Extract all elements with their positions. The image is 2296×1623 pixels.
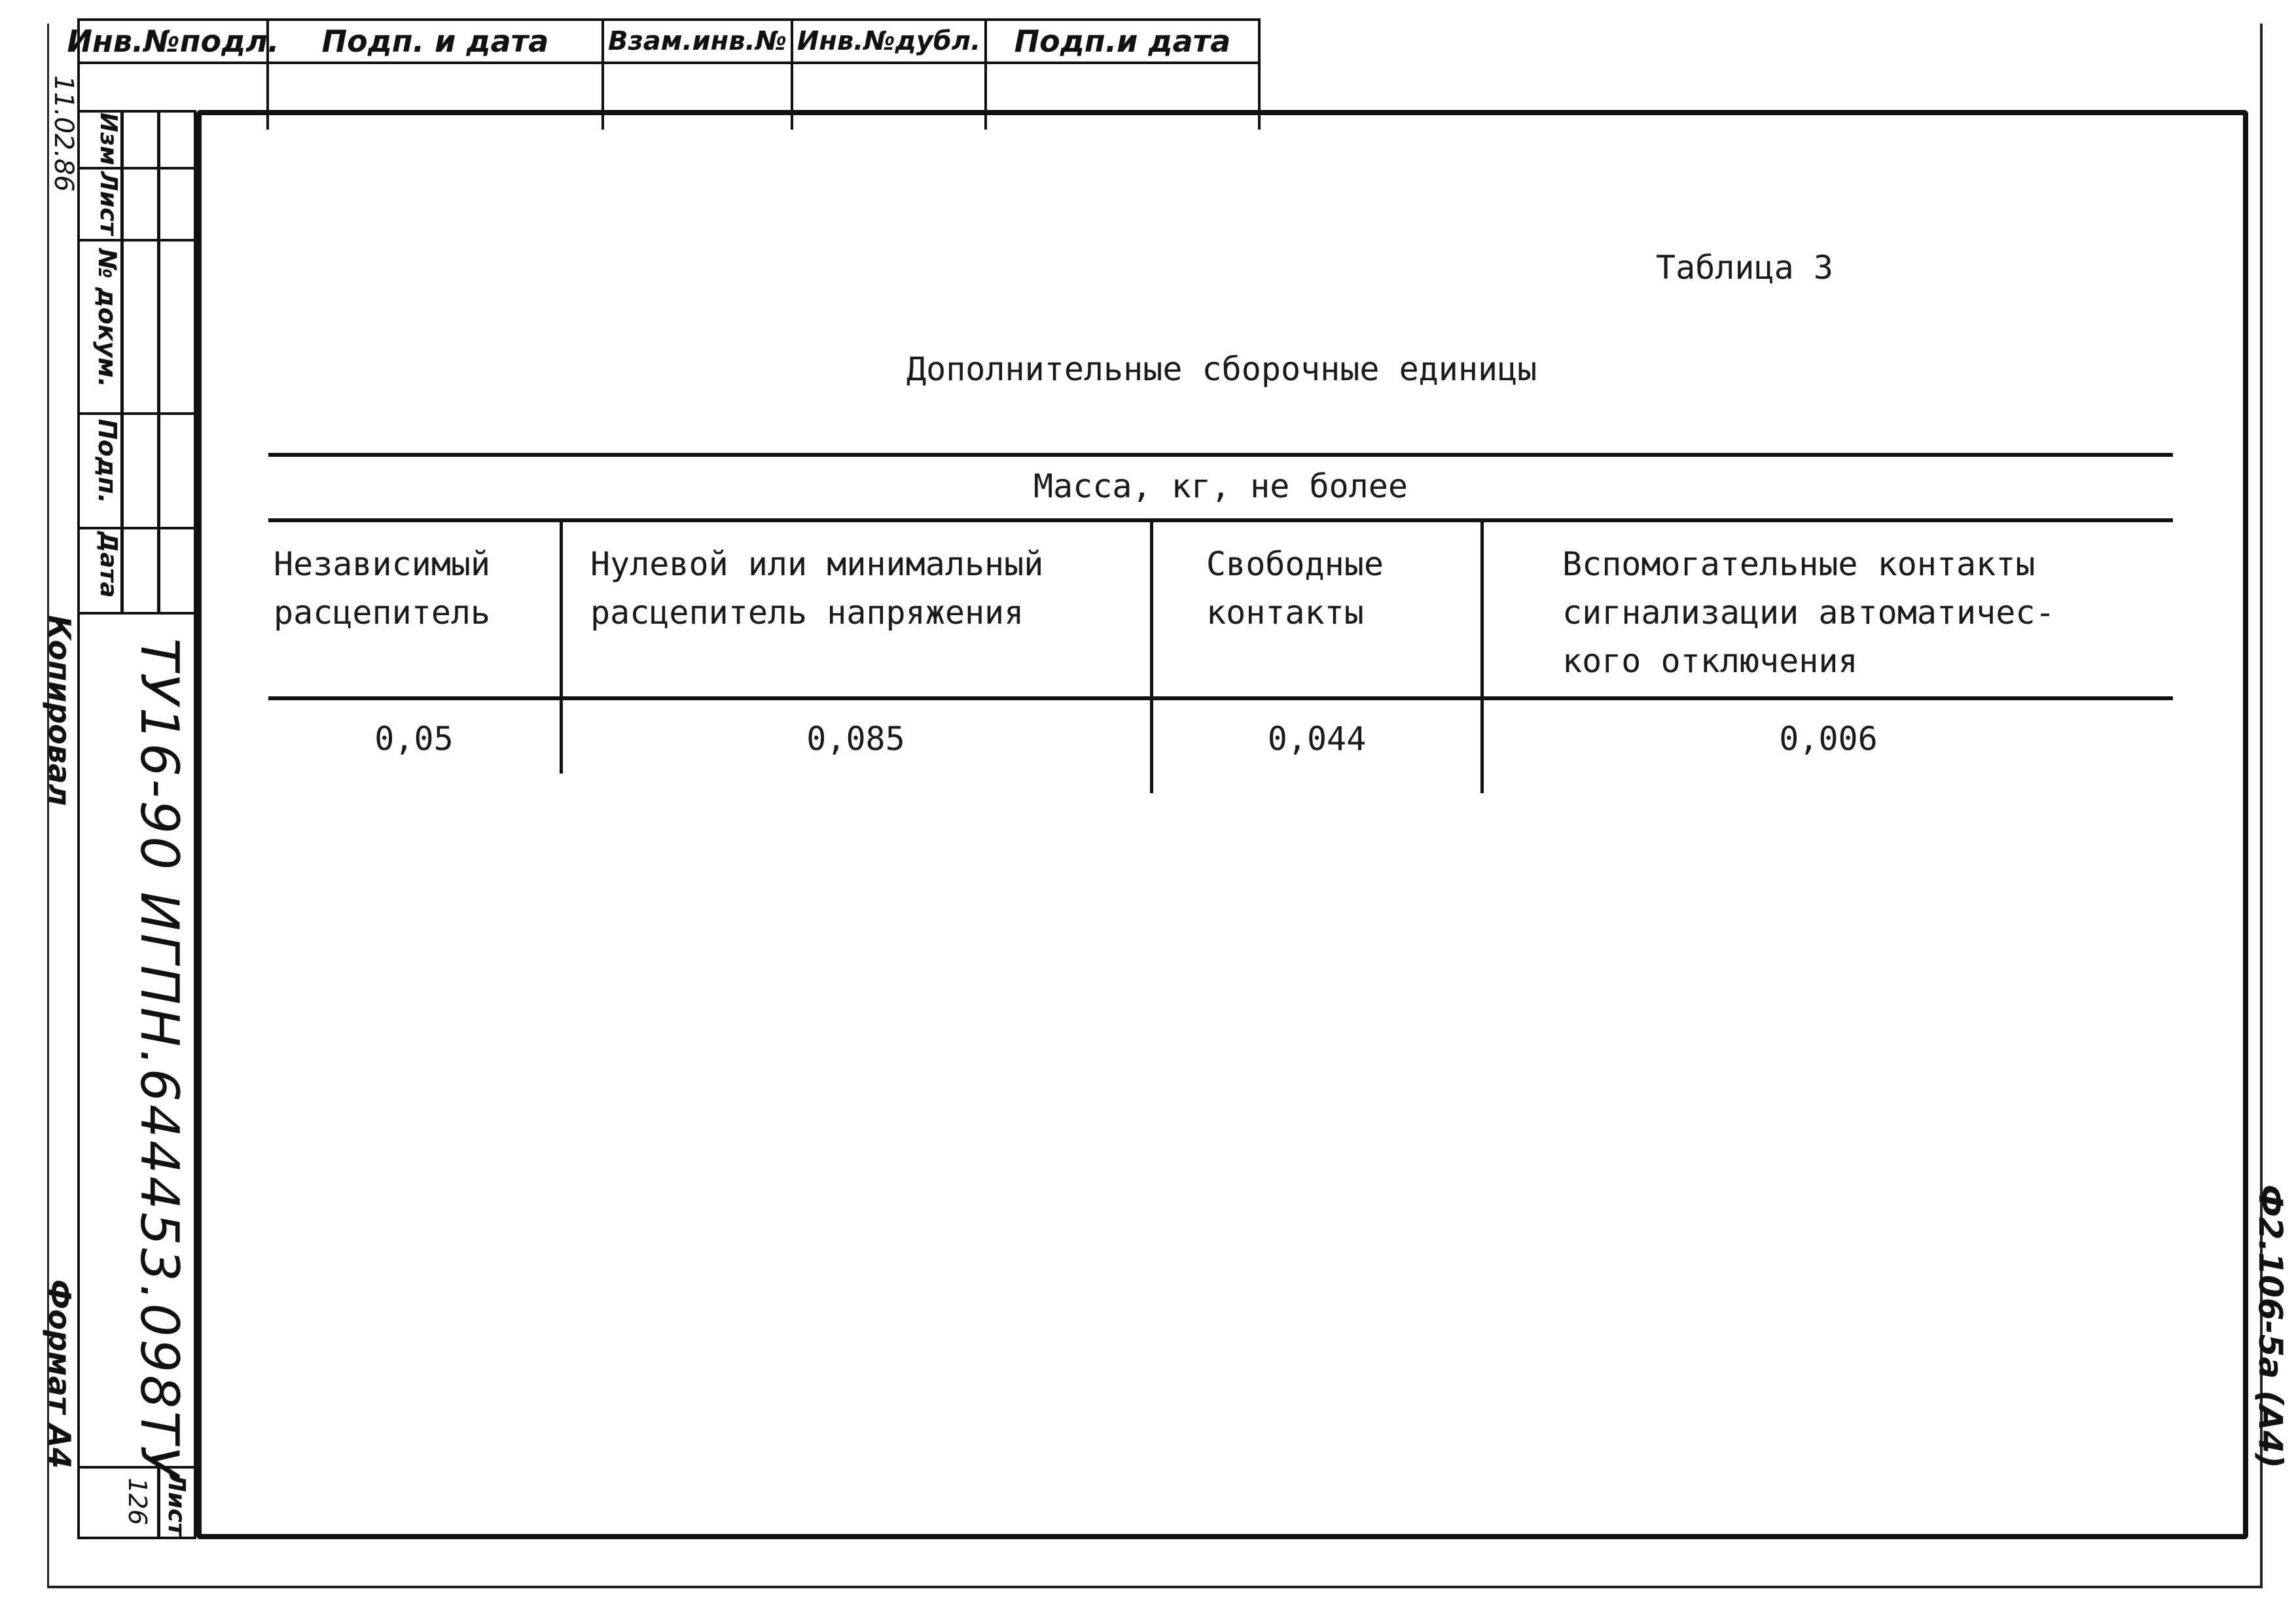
main-frame	[196, 110, 2248, 1539]
strip-data	[95, 531, 122, 598]
table-cell-value-text: 0,006	[1779, 720, 1878, 758]
table-cell-value	[268, 720, 560, 758]
strip-list	[95, 171, 122, 235]
stamp-podp-data-1-label: Подп. и дата	[321, 24, 549, 59]
col-header-3-line: контакты	[1206, 594, 1364, 632]
strip-row-line	[77, 527, 196, 529]
strip-podp-label: Подп.	[93, 419, 122, 504]
stamp-inv-podl	[67, 18, 279, 64]
col-header-1-line: расцепитель	[274, 594, 491, 632]
stamp-inv-dubl	[791, 18, 987, 64]
stamp-podp-data-2-label: Подп.и дата	[1014, 24, 1231, 59]
strip-divider	[157, 110, 160, 614]
col-header-3	[1206, 540, 1468, 637]
table-label	[1656, 249, 1833, 287]
list-number	[123, 1478, 152, 1525]
stamp-inv-dubl-label: Инв.№дубл.	[797, 26, 981, 56]
table-top-rule	[268, 453, 2173, 457]
doc-number	[129, 638, 190, 1480]
table-cell-value	[563, 720, 1149, 758]
col-header-4	[1562, 540, 2164, 685]
strip-row-line	[77, 612, 196, 615]
col-header-4-line: кого отключения	[1562, 642, 1858, 680]
col-header-4-line: Вспомогательные контакты	[1562, 545, 2036, 583]
strip-izm-label: Изм	[95, 113, 122, 166]
strip-data-label: Дата	[95, 531, 122, 598]
table-cell-value-text: 0,044	[1267, 720, 1367, 758]
col-header-2	[590, 540, 1140, 637]
col-header-1	[274, 540, 555, 637]
table-group-rule	[268, 518, 2173, 522]
strip-list-label: Лист	[95, 171, 122, 236]
form-code-text: Ф2.106-5а (А4)	[2251, 1185, 2289, 1469]
table-header-rule	[268, 696, 2173, 700]
table-cell-value-text: 0,085	[806, 720, 905, 758]
list-label-text: Лист	[163, 1472, 190, 1537]
stamp-vzam-inv	[601, 18, 793, 64]
top-stamp	[67, 18, 1231, 110]
kopiroval-text: Копировал	[42, 615, 77, 806]
doc-number-label: ТУ16-90 ИГПН.644453.098ТУ	[129, 638, 190, 1480]
strip-row-line	[77, 239, 196, 241]
col-header-3-line: Свободные	[1206, 545, 1384, 583]
date-note	[48, 75, 79, 192]
strip-row-line	[77, 412, 196, 415]
table-label-text: Таблица 3	[1656, 249, 1833, 287]
date-note-text: 11.02.86	[48, 75, 79, 192]
table-cell-value	[1484, 720, 2173, 758]
col-header-1-line: Независимый	[274, 545, 491, 583]
stamp-vzam-inv-label: Взам.инв.№	[608, 26, 787, 56]
strip-podp	[93, 419, 122, 503]
col-header-2-line: расцепитель напряжения	[590, 594, 1024, 632]
strip-n-dokum	[93, 249, 122, 387]
stamp-inv-podl-label: Инв.№подл.	[67, 24, 279, 59]
col-header-4-line: сигнализации автоматичес-	[1562, 594, 2055, 632]
stamp-podp-data-2	[984, 18, 1261, 64]
form-code	[2251, 1185, 2289, 1469]
list-label	[163, 1472, 190, 1536]
strip-row-line	[77, 167, 196, 169]
table-cell-value-text: 0,05	[374, 720, 454, 758]
table-caption-text: Дополнительные сборочные единицы	[906, 350, 1537, 388]
table-group-header	[268, 462, 2173, 510]
list-number-text: 126	[123, 1478, 152, 1525]
format-label	[42, 1279, 77, 1469]
table-caption	[906, 350, 1537, 388]
strip-n-dokum-label: № докум.	[93, 249, 122, 387]
format-label-text: Формат А4	[42, 1279, 77, 1469]
kopiroval	[42, 615, 77, 806]
strip-izm	[95, 113, 122, 165]
stamp-podp-data-1	[266, 18, 604, 64]
col-header-2-line: Нулевой или минимальный	[590, 545, 1044, 583]
table-group-header-text: Масса, кг, не более	[1033, 467, 1408, 505]
table-cell-value	[1153, 720, 1480, 758]
